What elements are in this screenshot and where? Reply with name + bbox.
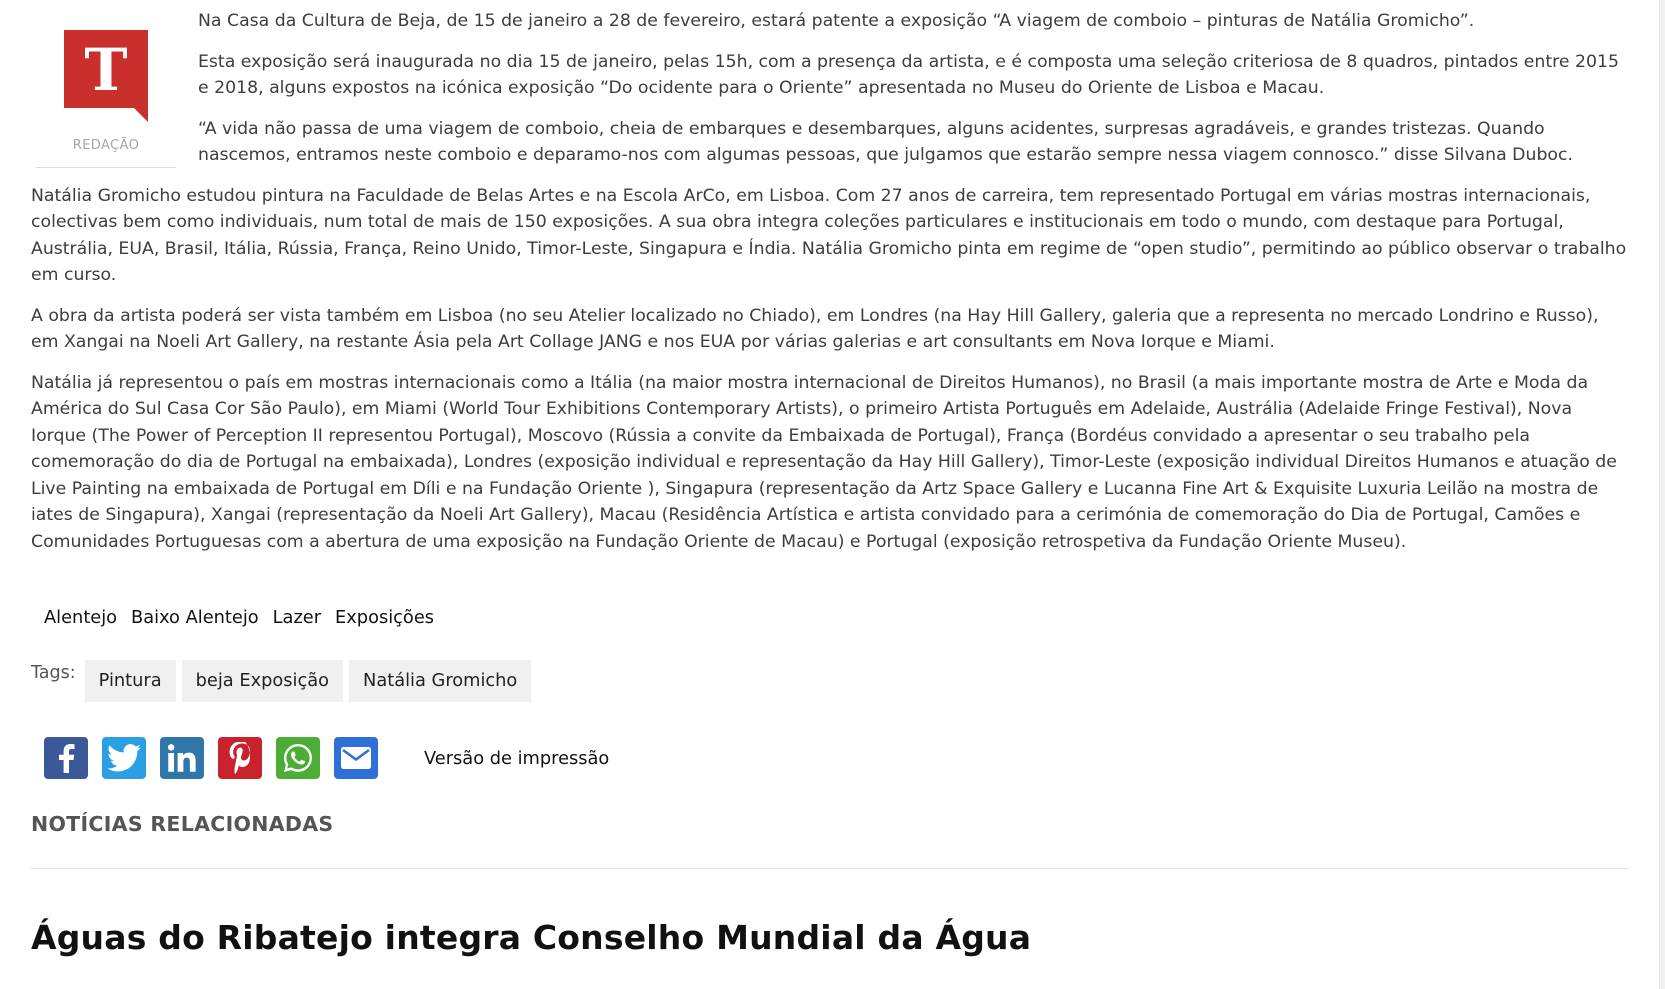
author-logo-letter: T bbox=[84, 36, 128, 104]
scrollbar[interactable] bbox=[1659, 0, 1665, 989]
article-paragraph: Na Casa da Cultura de Beja, de 15 de janeiro a 28 de fevereiro, estará patente a exposição “A viagem de comboio – pinturas de Natália Gromicho”. bbox=[198, 11, 1475, 31]
tag-link[interactable]: Natália Gromicho bbox=[349, 660, 531, 702]
category-link[interactable]: Baixo Alentejo bbox=[131, 607, 259, 628]
tag-link[interactable]: beja Exposição bbox=[182, 660, 343, 702]
article-paragraph: Natália Gromicho estudou pintura na Faculdade de Belas Artes e na Escola ArCo, em Lisboa. Com 27 anos de carreira, tem representado Portugal em várias mostras internacionais, colectivas bem como individuais, num total de mais de 150 exposições. A sua obra integra coleções particulares e institucionais em todo o mundo, com destaque para Portugal, Austrália, EUA, Brasil, Itália, Rússia, França, Reino Unido, Timor-Leste, Singapura e Índia. Natália Gromicho pinta em regime de “open studio”, permitindo ao público observar o trabalho em curso. bbox=[31, 185, 1627, 285]
linkedin-icon bbox=[167, 743, 197, 773]
related-news-title-link[interactable]: Águas do Ribatejo integra Conselho Mundial da Água bbox=[31, 918, 1032, 957]
divider bbox=[31, 868, 1629, 869]
share-facebook-button[interactable] bbox=[44, 737, 88, 779]
share-bar bbox=[44, 737, 609, 779]
category-link[interactable]: Exposições bbox=[335, 607, 435, 628]
related-news-heading: NOTÍCIAS RELACIONADAS bbox=[31, 812, 334, 836]
print-version-link[interactable]: Versão de impressão bbox=[424, 747, 610, 769]
pinterest-icon bbox=[227, 742, 253, 774]
share-whatsapp-button[interactable] bbox=[276, 737, 320, 779]
share-pinterest-button[interactable] bbox=[218, 737, 262, 779]
tags-label: Tags: bbox=[31, 663, 76, 683]
share-email-button[interactable] bbox=[334, 737, 378, 779]
tag-link[interactable]: Pintura bbox=[85, 660, 176, 702]
twitter-icon bbox=[107, 744, 141, 772]
whatsapp-icon bbox=[282, 742, 314, 774]
article-paragraph: “A vida não passa de uma viagem de comboio, cheia de embarques e desembarques, alguns acidentes, surpresas agradáveis, e grandes tristezas. Quando nascemos, entramos neste comboio e deparamo-nos com algumas pessoas, que julgamos que estarão sempre nessa viagem connosco.” disse Silvana Duboc. bbox=[198, 118, 1573, 165]
share-linkedin-button[interactable] bbox=[160, 737, 204, 779]
share-twitter-button[interactable] bbox=[102, 737, 146, 779]
article-paragraph: A obra da artista poderá ser vista também em Lisboa (no seu Atelier localizado no Chiado), em Londres (na Hay Hill Gallery, galeria que a representa no mercado Londrino e Russo), em Xangai na Noeli Art Gallery, na restante Ásia pela Art Collage JANG e nos EUA por várias galerias e art consultants em Nova Iorque e Miami. bbox=[31, 305, 1599, 352]
article-body bbox=[31, 8, 1631, 569]
article-paragraph: Esta exposição será inaugurada no dia 15 de janeiro, pelas 15h, com a presença da artista, e é composta uma seleção criteriosa de 8 quadros, pintados entre 2015 e 2018, alguns expostos na icónica exposição “Do ocidente para o Oriente” apresentada no Museu do Oriente de Lisboa e Macau. bbox=[198, 51, 1619, 98]
article-paragraph: Natália já representou o país em mostras internacionais como a Itália (na maior mostra internacional de Direitos Humanos), no Brasil (a mais importante mostra de Arte e Moda da América do Sul Casa Cor São Paulo), em Miami (World Tour Exhibitions Contemporary Artists), o primeiro Artista Português em Adelaide, Austrália (Adelaide Fringe Festival), Nova Iorque (The Power of Perception II representou Portugal), Moscovo (Rússia a convite da Embaixada de Portugal), França (Bordéus convidado a apresentar o seu trabalho pela comemoração do dia de Portugal na embaixada), Londres (exposição individual e representação da Hay Hill Gallery), Timor-Leste (exposição individual Direitos Humanos e atuação de Live Painting na embaixada de Portugal em Díli e na Fundação Oriente ), Singapura (representação da Artz Space Gallery e Lucanna Fine Art & Exquisite Luxuria Leilão na mostra de iates de Singapura), Xangai (representação da Noeli Art Gallery), Macau (Residência Artística e artista convidado para a cerimónia de comemoração do Dia de Portugal, Camões e Comunidades Portuguesas com a abertura de uma exposição na Fundação Oriente de Macau) e Portugal (exposição retrospetiva da Fundação Oriente Museu). bbox=[31, 372, 1617, 552]
author-name[interactable]: REDAÇÃO bbox=[72, 138, 140, 153]
email-icon bbox=[340, 746, 372, 770]
tags-row bbox=[31, 660, 537, 702]
category-link[interactable]: Alentejo bbox=[44, 607, 118, 628]
facebook-icon bbox=[55, 743, 77, 773]
category-link[interactable]: Lazer bbox=[272, 607, 322, 628]
category-list bbox=[44, 607, 434, 628]
